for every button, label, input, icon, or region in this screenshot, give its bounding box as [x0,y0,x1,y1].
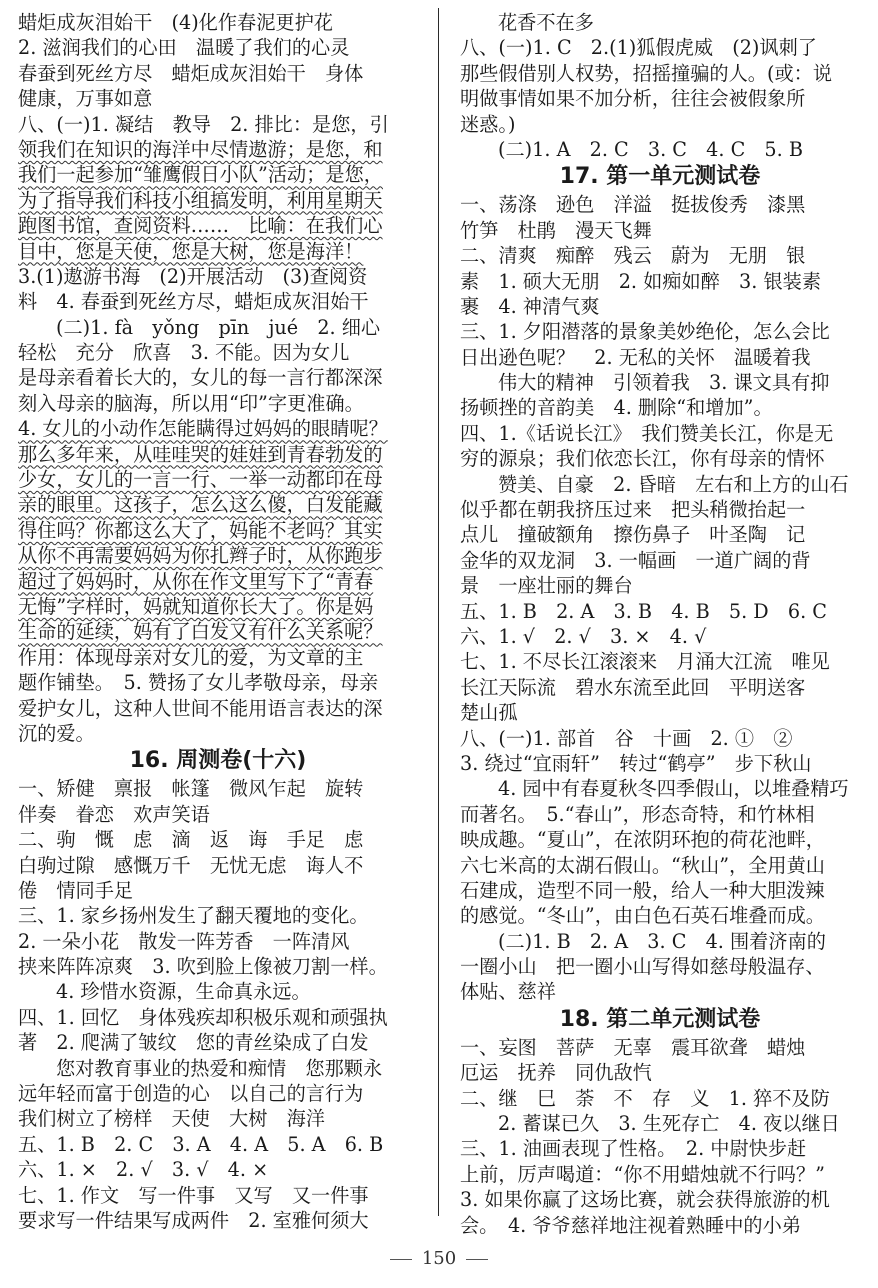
line-text: 3.(1)遨游书海 (2)开展活动 (3)查阅资 [18,264,368,288]
right-line [460,137,860,162]
line-text: 赞美、自豪 2. 昏暗 左右和上方的山石 [498,472,849,496]
line-text: 三、1. 夕阳潜落的景象美妙绝伦，怎么会比 [460,320,830,344]
footer-dash-left [390,1259,412,1260]
right-line [460,446,860,471]
left-line [18,492,418,517]
line-text: 厄运 抚养 同仇敌忾 [460,1061,652,1085]
line-text: 八、(一)1. C 2.(1)狐假虎威 (2)讽刺了 [460,36,817,60]
left-line [18,721,418,746]
line-text: 4. 园中有春夏秋冬四季假山，以堆叠精巧 [498,777,849,801]
line-text: 那些假借别人权势，招摇撞骗的人。(或：说 [460,61,833,85]
right-line [460,1162,860,1187]
right-line [460,1060,860,1085]
left-line [18,802,418,827]
right-line [460,472,860,497]
left-line [18,1081,418,1106]
line-text: 无悔”字样时，妈就知道你长大了。你是妈 [18,594,374,618]
page-footer [0,1248,878,1269]
line-text: 裹 4. 神清气爽 [460,294,600,318]
right-line [460,1086,860,1111]
line-text: 4. 珍惜水资源，生命真永远。 [56,980,311,1004]
line-text: 2. 滋润我们的心田 温暖了我们的心灵 [18,36,350,60]
right-line [460,700,860,725]
line-text: 一、妄图 菩萨 无辜 震耳欲聋 蜡烛 [460,1035,806,1059]
right-line [460,726,860,751]
line-text: 明做事情如果不加分析，往往会被假象所 [460,87,806,111]
right-line [460,599,860,624]
right-line [460,35,860,60]
left-line [18,162,418,187]
line-text: 二、继 巳 荼 不 存 义 1. 猝不及防 [460,1086,830,1110]
line-text: 迷惑。) [460,112,516,136]
line-text: 三、1. 油画表现了性格。 2. 中尉快步赶 [460,1137,807,1161]
left-column [18,10,418,1233]
right-line [460,1187,860,1212]
left-line [18,853,418,878]
line-text: 那么多年来，从哇哇哭的娃娃到青春勃发的 [18,442,383,466]
line-text: 长江天际流 碧水东流至此回 平明送客 [460,675,806,699]
line-text: 五、1. B 2. C 3. A 4. A 5. A 6. B [18,1132,384,1156]
left-line [18,903,418,928]
line-text: 穷的源泉；我们依恋长江，你有母亲的情怀 [460,447,825,471]
right-line [460,218,860,243]
right-line [460,112,860,137]
line-text: 伟大的精神 引领着我 3. 课文具有抑 [498,371,830,395]
line-text: 轻松 充分 欣喜 3. 不能。因为女儿 [18,341,350,365]
right-line [460,802,860,827]
line-text: 爱护女儿，这种人世间不能用语言表达的深 [18,696,383,720]
section-title [460,1005,860,1035]
line-text: 我们树立了榜样 天使 大树 海洋 [18,1107,325,1131]
line-text: 七、1. 作文 写一件事 又写 又一件事 [18,1183,369,1207]
line-text: 您对教育事业的热爱和痴情 您那颗永 [56,1056,383,1080]
left-line [18,213,418,238]
line-text: 而著名。 5.“春山”，形态奇特，和竹林相 [460,802,815,826]
left-line [18,35,418,60]
left-line [18,827,418,852]
right-line [460,294,860,319]
left-line [18,696,418,721]
line-text: 六、1. × 2. √ 3. √ 4. × [18,1158,269,1182]
left-line [18,619,418,644]
line-text: 八、(一)1. 凝结 教导 2. 排比：是您，引 [18,112,389,136]
right-line [460,86,860,111]
right-line [460,192,860,217]
left-line [18,112,418,137]
line-text: 四、1. 回忆 身体残疾却积极乐观和顽强执 [18,1005,388,1029]
line-text: (二)1. fà yǒng pīn jué 2. 细心 [56,315,381,339]
left-line [18,1106,418,1131]
right-line [460,1111,860,1136]
right-line [460,776,860,801]
right-line [460,319,860,344]
left-line [18,776,418,801]
line-text: 素 1. 硕大无朋 2. 如痴如醉 3. 银装素 [460,269,822,293]
left-line [18,188,418,213]
left-line [18,86,418,111]
left-line [18,137,418,162]
line-text: 远年轻而富于创造的心 以自己的言行为 [18,1082,364,1106]
line-text: 楚山孤 [460,701,518,725]
line-text: 景 一座壮丽的舞台 [460,574,633,598]
line-text: 五、1. B 2. A 3. B 4. B 5. D 6. C [460,599,827,623]
right-line [460,1136,860,1161]
line-text: 17. 第一单元测试卷 [559,164,761,190]
section-title [18,746,418,776]
left-line [18,442,418,467]
line-text: 倦 情同手足 [18,878,134,902]
line-text: 蜡炬成灰泪始干 (4)化作春泥更护花 [18,11,333,34]
left-line [18,878,418,903]
right-line [460,954,860,979]
line-text: 六七米高的太湖石假山。“秋山”，全用黄山 [460,853,825,877]
line-text: 题作铺垫。 5. 赞扬了女儿孝敬母亲，母亲 [18,671,379,695]
footer-dash-right [466,1259,488,1260]
line-text: 生命的延续，妈有了白发又有什么关系呢？ [18,620,383,644]
right-line [460,548,860,573]
line-text: 六、1. √ 2. √ 3. × 4. √ [460,624,707,648]
left-line [18,954,418,979]
line-text: 一、矫健 禀报 帐篷 微风乍起 旋转 [18,777,364,801]
line-text: 著 2. 爬满了皱纹 您的青丝染成了白发 [18,1031,369,1055]
line-text: 会。 4. 爷爷慈祥地注视着熟睡中的小弟 [460,1213,801,1237]
line-text: 要求写一件结果写成两件 2. 室雅何须大 [18,1208,369,1232]
column-divider [438,8,439,1216]
left-line [18,569,418,594]
left-line [18,1183,418,1208]
line-text: 领我们在知识的海洋中尽情遨游；是您，和 [18,137,383,161]
line-text: 二、清爽 痴醉 残云 蔚为 无朋 银 [460,244,806,268]
right-column [460,10,860,1238]
right-line [460,573,860,598]
right-line [460,853,860,878]
line-text: 白驹过隙 感慨万千 无忧无虑 诲人不 [18,853,364,877]
page-number: 150 [421,1248,457,1269]
left-line [18,518,418,543]
left-line [18,979,418,1004]
line-text: 为了指导我们科技小组搞发明，利用星期天 [18,188,383,212]
line-text: 18. 第二单元测试卷 [559,1006,761,1032]
line-text: 料 4. 春蚕到死丝方尽，蜡炬成灰泪始干 [18,290,369,314]
line-text: 四、1.《话说长江》 我们赞美长江，你是无 [460,421,834,445]
line-text: 体贴、慈祥 [460,980,556,1004]
line-text: 3. 绕过“宜雨轩” 转过“鹤亭” 步下秋山 [460,751,812,775]
line-text: 得住吗？你都这么大了，妈能不老吗？其实 [18,518,383,542]
left-line [18,645,418,670]
left-line [18,1208,418,1233]
left-line [18,340,418,365]
left-line [18,61,418,86]
right-line [460,649,860,674]
left-line [18,1030,418,1055]
line-text: 从你不再需要妈妈为你扎辫子时，从你跑步 [18,544,383,568]
line-text: (二)1. B 2. A 3. C 4. 围着济南的 [498,929,826,953]
right-line [460,243,860,268]
right-line [460,497,860,522]
line-text: 刻入母亲的脑海，所以用“印”字更准确。 [18,391,364,415]
line-text: 一、荡涤 逊色 洋溢 挺拔俊秀 漆黑 [460,193,806,217]
line-text: 挟来阵阵凉爽 3. 吹到脸上像被刀割一样。 [18,955,388,979]
line-text: 超过了妈妈时，从你在作文里写下了“青春 [18,569,374,593]
left-line [18,239,418,264]
line-text: 2. 一朵小花 散发一阵芳香 一阵清风 [18,929,350,953]
line-text: 的感觉。“冬山”，由白色石英石堆叠而成。 [460,904,825,928]
left-line [18,1157,418,1182]
line-text: 映成趣。“夏山”，在浓阴环抱的荷花池畔， [460,828,825,852]
left-line [18,594,418,619]
line-text: 花香不在多 [498,11,594,34]
right-line [460,979,860,1004]
right-line [460,61,860,86]
right-line [460,421,860,446]
line-text: 伴奏 眷恋 欢声笑语 [18,802,210,826]
left-line [18,670,418,695]
right-line [460,1035,860,1060]
right-line [460,878,860,903]
left-line [18,1056,418,1081]
line-text: 我们一起参加“雏鹰假日小队”活动；是您， [18,163,383,187]
left-line [18,543,418,568]
line-text: 七、1. 不尽长江滚滚来 月涌大江流 唯见 [460,650,830,674]
line-text: 二、驹 慨 虑 滴 返 诲 手足 虑 [18,828,364,852]
line-text: 跑图书馆，查阅资料…… 比喻：在我们心 [18,214,383,238]
left-line [18,1132,418,1157]
right-line [460,751,860,776]
line-text: 亲的眼里。这孩子，怎么这么傻，白发能藏 [18,493,383,517]
line-text: 石建成，造型不同一般，给人一种大胆泼辣 [460,878,825,902]
line-text: 点儿 撞破额角 擦伤鼻子 叶圣陶 记 [460,523,806,547]
line-text: 春蚕到死丝方尽 蜡炬成灰泪始干 身体 [18,61,364,85]
right-line [460,929,860,954]
line-text: 扬顿挫的音韵美 4. 删除“和增加”。 [460,396,773,420]
right-line [460,903,860,928]
left-line [18,1005,418,1030]
line-text: 2. 蓄谋已久 3. 生死存亡 4. 夜以继日 [498,1112,840,1136]
line-text: 4. 女儿的小动作怎能瞒得过妈妈的眼睛呢？ [18,417,388,441]
left-line [18,416,418,441]
right-line [460,370,860,395]
right-line [460,269,860,294]
left-line [18,264,418,289]
line-text: 3. 如果你赢了这场比赛，就会获得旅游的机 [460,1188,830,1212]
line-text: 是母亲看着长大的，女儿的每一言行都深深 [18,366,383,390]
right-line [460,1213,860,1238]
section-title [460,162,860,192]
line-text: (二)1. A 2. C 3. C 4. C 5. B [498,137,803,161]
line-text: 健康，万事如意 [18,87,153,111]
line-text: 日出逊色呢？ 2. 无私的关怀 温暖着我 [460,345,811,369]
right-line [460,675,860,700]
line-text: 作用：体现母亲对女儿的爱，为文章的主 [18,645,364,669]
right-line [460,10,860,35]
right-line [460,624,860,649]
right-line [460,345,860,370]
line-text: 一圈小山 把一圈小山写得如慈母般温存、 [460,955,825,979]
line-text: 上前，厉声喝道：“你不用蜡烛就不行吗？” [460,1162,825,1186]
line-text: 目中，您是天使，您是大树，您是海洋！ [18,239,364,263]
right-line [460,827,860,852]
line-text: 竹笋 杜鹃 漫天飞舞 [460,218,652,242]
left-line [18,289,418,314]
left-line [18,391,418,416]
line-text: 八、(一)1. 部首 谷 十画 2. ① ② [460,726,793,750]
line-text: 三、1. 家乡扬州发生了翻天覆地的变化。 [18,904,369,928]
left-line [18,929,418,954]
left-line [18,467,418,492]
line-text: 沉的爱。 [18,721,95,745]
right-line [460,395,860,420]
left-line [18,10,418,35]
line-text: 16. 周测卷(十六) [129,748,307,774]
line-text: 金华的双龙洞 3. 一幅画 一道广阔的背 [460,548,811,572]
line-text: 似乎都在朝我挤压过来 把头稍微抬起一 [460,498,806,522]
right-line [460,522,860,547]
line-text: 少女，女儿的一言一行、一举一动都印在母 [18,468,383,492]
left-line [18,365,418,390]
left-line [18,315,418,340]
